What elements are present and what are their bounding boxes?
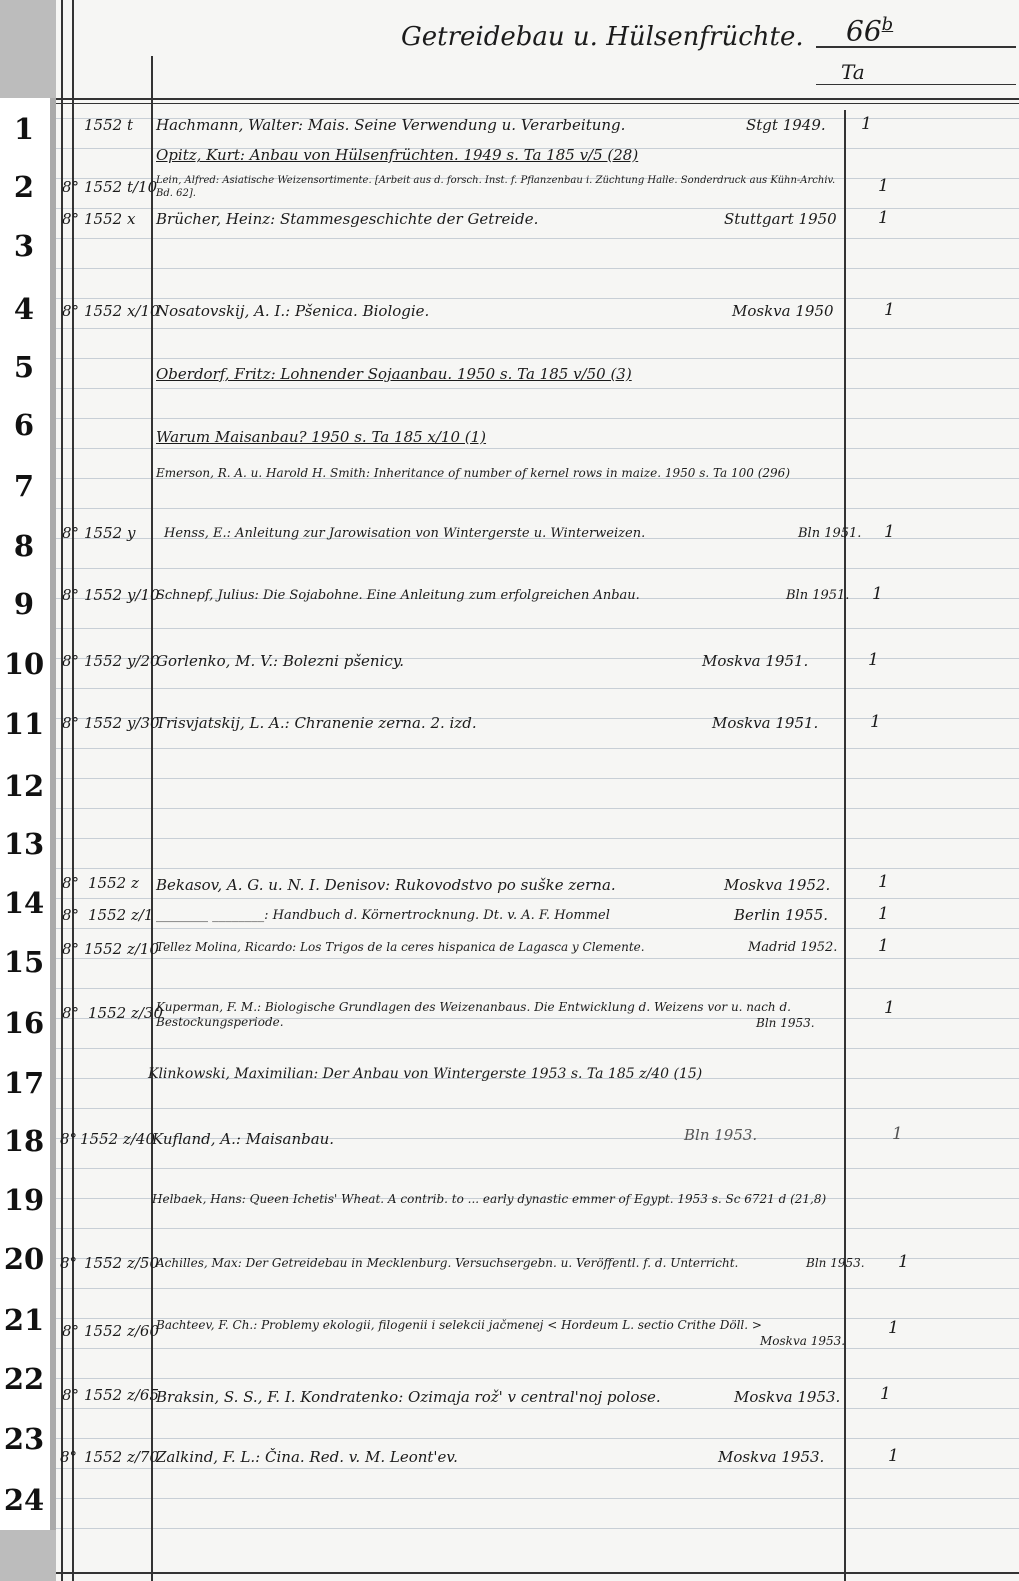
format-mark: 8° [62, 906, 80, 924]
shelf-signature: 1552 z [88, 874, 139, 892]
entry-count: 1 [884, 522, 895, 542]
row-number: 3 [13, 229, 35, 263]
entry-place: Stgt 1949. [746, 116, 826, 134]
entry-text: Henss, E.: Anleitung zur Jarowisation von Wintergerste u. Winterweizen. [164, 526, 646, 541]
entry-text: Trisvjatskij, L. A.: Chranenie zerna. 2. izd. [156, 714, 477, 732]
entry-count: 1 [898, 1252, 909, 1272]
entry-place: Bln 1953. [806, 1256, 865, 1270]
entry-count: 1 [878, 904, 889, 924]
entry-text: Achilles, Max: Der Getreidebau in Mecklenburg. Versuchsergebn. u. Veröffentl. f. d. Unterricht. [156, 1256, 739, 1270]
entry-text: Kufland, A.: Maisanbau. [152, 1130, 335, 1148]
row-number: 7 [13, 469, 35, 503]
format-mark: 8° [62, 652, 80, 670]
row-number: 23 [3, 1422, 45, 1456]
code-rule [816, 84, 1016, 85]
gutter-top-strip [0, 0, 56, 98]
row-number: 18 [3, 1124, 45, 1158]
row-number: 10 [3, 647, 45, 681]
entry-place: Stuttgart 1950 [724, 210, 837, 228]
row-number: 13 [3, 827, 45, 861]
shelf-signature: 1552 z/65 [84, 1386, 159, 1404]
entry-count: 1 [888, 1318, 899, 1338]
entry-place: Bln 1951. [786, 588, 850, 603]
header-rule [56, 98, 1019, 100]
row-number: 22 [3, 1362, 45, 1396]
entry-place: Moskva 1951. [712, 714, 819, 732]
shelf-signature: 1552 y/30 [84, 714, 160, 732]
entry-count: 1 [878, 936, 889, 956]
format-mark: 8° [62, 210, 80, 228]
format-mark: 8° [62, 874, 80, 892]
entry-count: 1 [868, 650, 879, 670]
format-mark: 8° [62, 714, 80, 732]
margin-line-outer [61, 0, 63, 1581]
entry-text: Schnepf, Julius: Die Sojabohne. Eine Anleitung zum erfolgreichen Anbau. [156, 588, 640, 603]
header-rule-2 [56, 103, 1019, 104]
row-number: 17 [3, 1066, 45, 1100]
bottom-rule [56, 1572, 1019, 1574]
entry-count: 1 [880, 1384, 891, 1404]
row-number: 19 [3, 1183, 45, 1217]
shelf-signature: 1552 z/10 [84, 940, 159, 958]
shelf-signature: 1552 z/40 [80, 1130, 155, 1148]
entry-text: Klinkowski, Maximilian: Der Anbau von Wintergerste 1953 s. Ta 185 z/40 (15) [148, 1066, 703, 1082]
signature-column-line [151, 56, 153, 1581]
format-mark: 8° [60, 1254, 78, 1272]
entry-text: Bekasov, A. G. u. N. I. Denisov: Rukovodstvo po suške zerna. [156, 876, 616, 894]
entry-text: ________ ________: Handbuch d. Körnertrocknung. Dt. v. A. F. Hommel [156, 908, 610, 923]
entry-text: Bachteev, F. Ch.: Problemy ekologii, filogenii i selekcii jačmenej < Hordeum L. sectio Crithe Döll. > [156, 1318, 762, 1332]
shelf-signature: 1552 z/70 [84, 1448, 159, 1466]
gutter-bottom-strip [0, 1530, 56, 1581]
entry-count: 1 [888, 1446, 899, 1466]
format-mark: 8° [62, 1322, 80, 1340]
row-number: 12 [3, 769, 45, 803]
entry-count: 1 [884, 998, 895, 1018]
shelf-signature: 1552 y [84, 524, 136, 542]
shelf-signature: 1552 y/10 [84, 586, 160, 604]
format-mark: 8° [60, 1448, 78, 1466]
format-mark: 8° [62, 586, 80, 604]
entry-place: Moskva 1951. [702, 652, 809, 670]
entry-count: 1 [878, 872, 889, 892]
entry-place: Moskva 1953. [760, 1334, 846, 1348]
entry-text: Helbaek, Hans: Queen Ichetis' Wheat. A contrib. to ... early dynastic emmer of Egypt. 1953 s. Sc 6721 d (21,8) [152, 1192, 827, 1206]
entry-count: 1 [870, 712, 881, 732]
row-number: 21 [3, 1303, 45, 1337]
page-title: Getreidebau u. Hülsenfrüchte. [401, 22, 804, 52]
row-number: 2 [13, 170, 35, 204]
shelf-signature: 1552 t [84, 116, 133, 134]
entry-text: Braksin, S. S., F. I. Kondratenko: Ozimaja rož' v central'noj polose. [156, 1388, 661, 1406]
page-number: 66$^b$ [846, 14, 894, 48]
collection-code: Ta [841, 60, 865, 84]
entry-text: Gorlenko, M. V.: Bolezni pšenicy. [156, 652, 405, 670]
row-number: 24 [3, 1483, 45, 1517]
row-number: 6 [13, 408, 35, 442]
entry-text: Nosatovskij, A. I.: Pšenica. Biologie. [156, 302, 430, 320]
entry-text: Opitz, Kurt: Anbau von Hülsenfrüchten. 1949 s. Ta 185 v/5 (28) [156, 146, 639, 164]
row-number: 5 [13, 350, 35, 384]
entry-text: Lein, Alfred: Asiatische Weizensortimente. [Arbeit aus d. forsch. Inst. f. Pflanzenbau i. Züchtung Halle. Sonderdruck aus Kühn-Archiv. Bd. 62]. [156, 175, 836, 199]
entry-text: Oberdorf, Fritz: Lohnender Sojaanbau. 1950 s. Ta 185 v/50 (3) [156, 365, 632, 383]
shelf-signature: 1552 t/10 [84, 178, 158, 196]
row-number: 15 [3, 945, 45, 979]
shelf-signature: 1552 z/1 [88, 906, 154, 924]
row-number: 4 [13, 292, 35, 326]
entry-place: Berlin 1955. [734, 906, 829, 924]
format-mark: 8° [62, 524, 80, 542]
row-number: 20 [3, 1242, 45, 1276]
entry-count: 1 [878, 208, 889, 228]
format-mark: 8° [62, 1004, 80, 1022]
entry-count: 1 [878, 176, 889, 196]
entry-place: Moskva 1953. [718, 1448, 825, 1466]
format-mark: 8° [62, 178, 80, 196]
shelf-signature: 1552 x/10 [84, 302, 160, 320]
shelf-signature: 1552 y/20 [84, 652, 160, 670]
entry-text: Zalkind, F. L.: Čina. Red. v. M. Leont'ev. [156, 1448, 458, 1466]
entry-text: Warum Maisanbau? 1950 s. Ta 185 x/10 (1) [156, 428, 487, 446]
row-number: 11 [3, 707, 45, 741]
entry-place: Moskva 1950 [732, 302, 834, 320]
entry-place: Moskva 1952. [724, 876, 831, 894]
row-number: 1 [13, 112, 35, 146]
format-mark: 8° [62, 940, 80, 958]
entry-text: Hachmann, Walter: Mais. Seine Verwendung u. Verarbeitung. [156, 116, 626, 134]
entry-count: 1 [861, 114, 872, 134]
entry-count: 1 [892, 1124, 903, 1144]
entry-text: Tellez Molina, Ricardo: Los Trigos de la ceres hispanica de Lagasca y Clemente. [156, 940, 645, 954]
shelf-signature: 1552 z/50 [84, 1254, 159, 1272]
entry-count: 1 [884, 300, 895, 320]
format-mark: 8° [62, 302, 80, 320]
entry-text: Kuperman, F. M.: Biologische Grundlagen des Weizenanbaus. Die Entwicklung d. Weizens vor u. nach d. Bestockungsperiode. [156, 1000, 791, 1029]
format-mark: 8° [62, 1386, 80, 1404]
entry-place: Bln 1953. [756, 1016, 815, 1030]
row-number: 9 [13, 587, 35, 621]
row-number: 8 [13, 529, 35, 563]
entry-place: Madrid 1952. [748, 940, 838, 955]
ledger-page [56, 0, 1019, 1581]
entry-place: Bln 1953. [684, 1126, 758, 1144]
entry-text: Emerson, R. A. u. Harold H. Smith: Inheritance of number of kernel rows in maize. 1950 s. Ta 100 (296) [156, 466, 791, 480]
entry-place: Bln 1951. [798, 526, 862, 541]
shelf-signature: 1552 z/60 [84, 1322, 159, 1340]
shelf-signature: 1552 z/30 [88, 1004, 163, 1022]
shelf-signature: 1552 x [84, 210, 136, 228]
entry-text: Brücher, Heinz: Stammesgeschichte der Getreide. [156, 210, 539, 228]
count-column-line [844, 110, 846, 1581]
row-number: 14 [3, 886, 45, 920]
margin-line-inner [72, 0, 74, 1581]
entry-place: Moskva 1953. [734, 1388, 841, 1406]
format-mark: 8° [60, 1130, 78, 1148]
entry-count: 1 [872, 584, 883, 604]
row-number: 16 [3, 1006, 45, 1040]
page-suffix: b [881, 14, 894, 35]
